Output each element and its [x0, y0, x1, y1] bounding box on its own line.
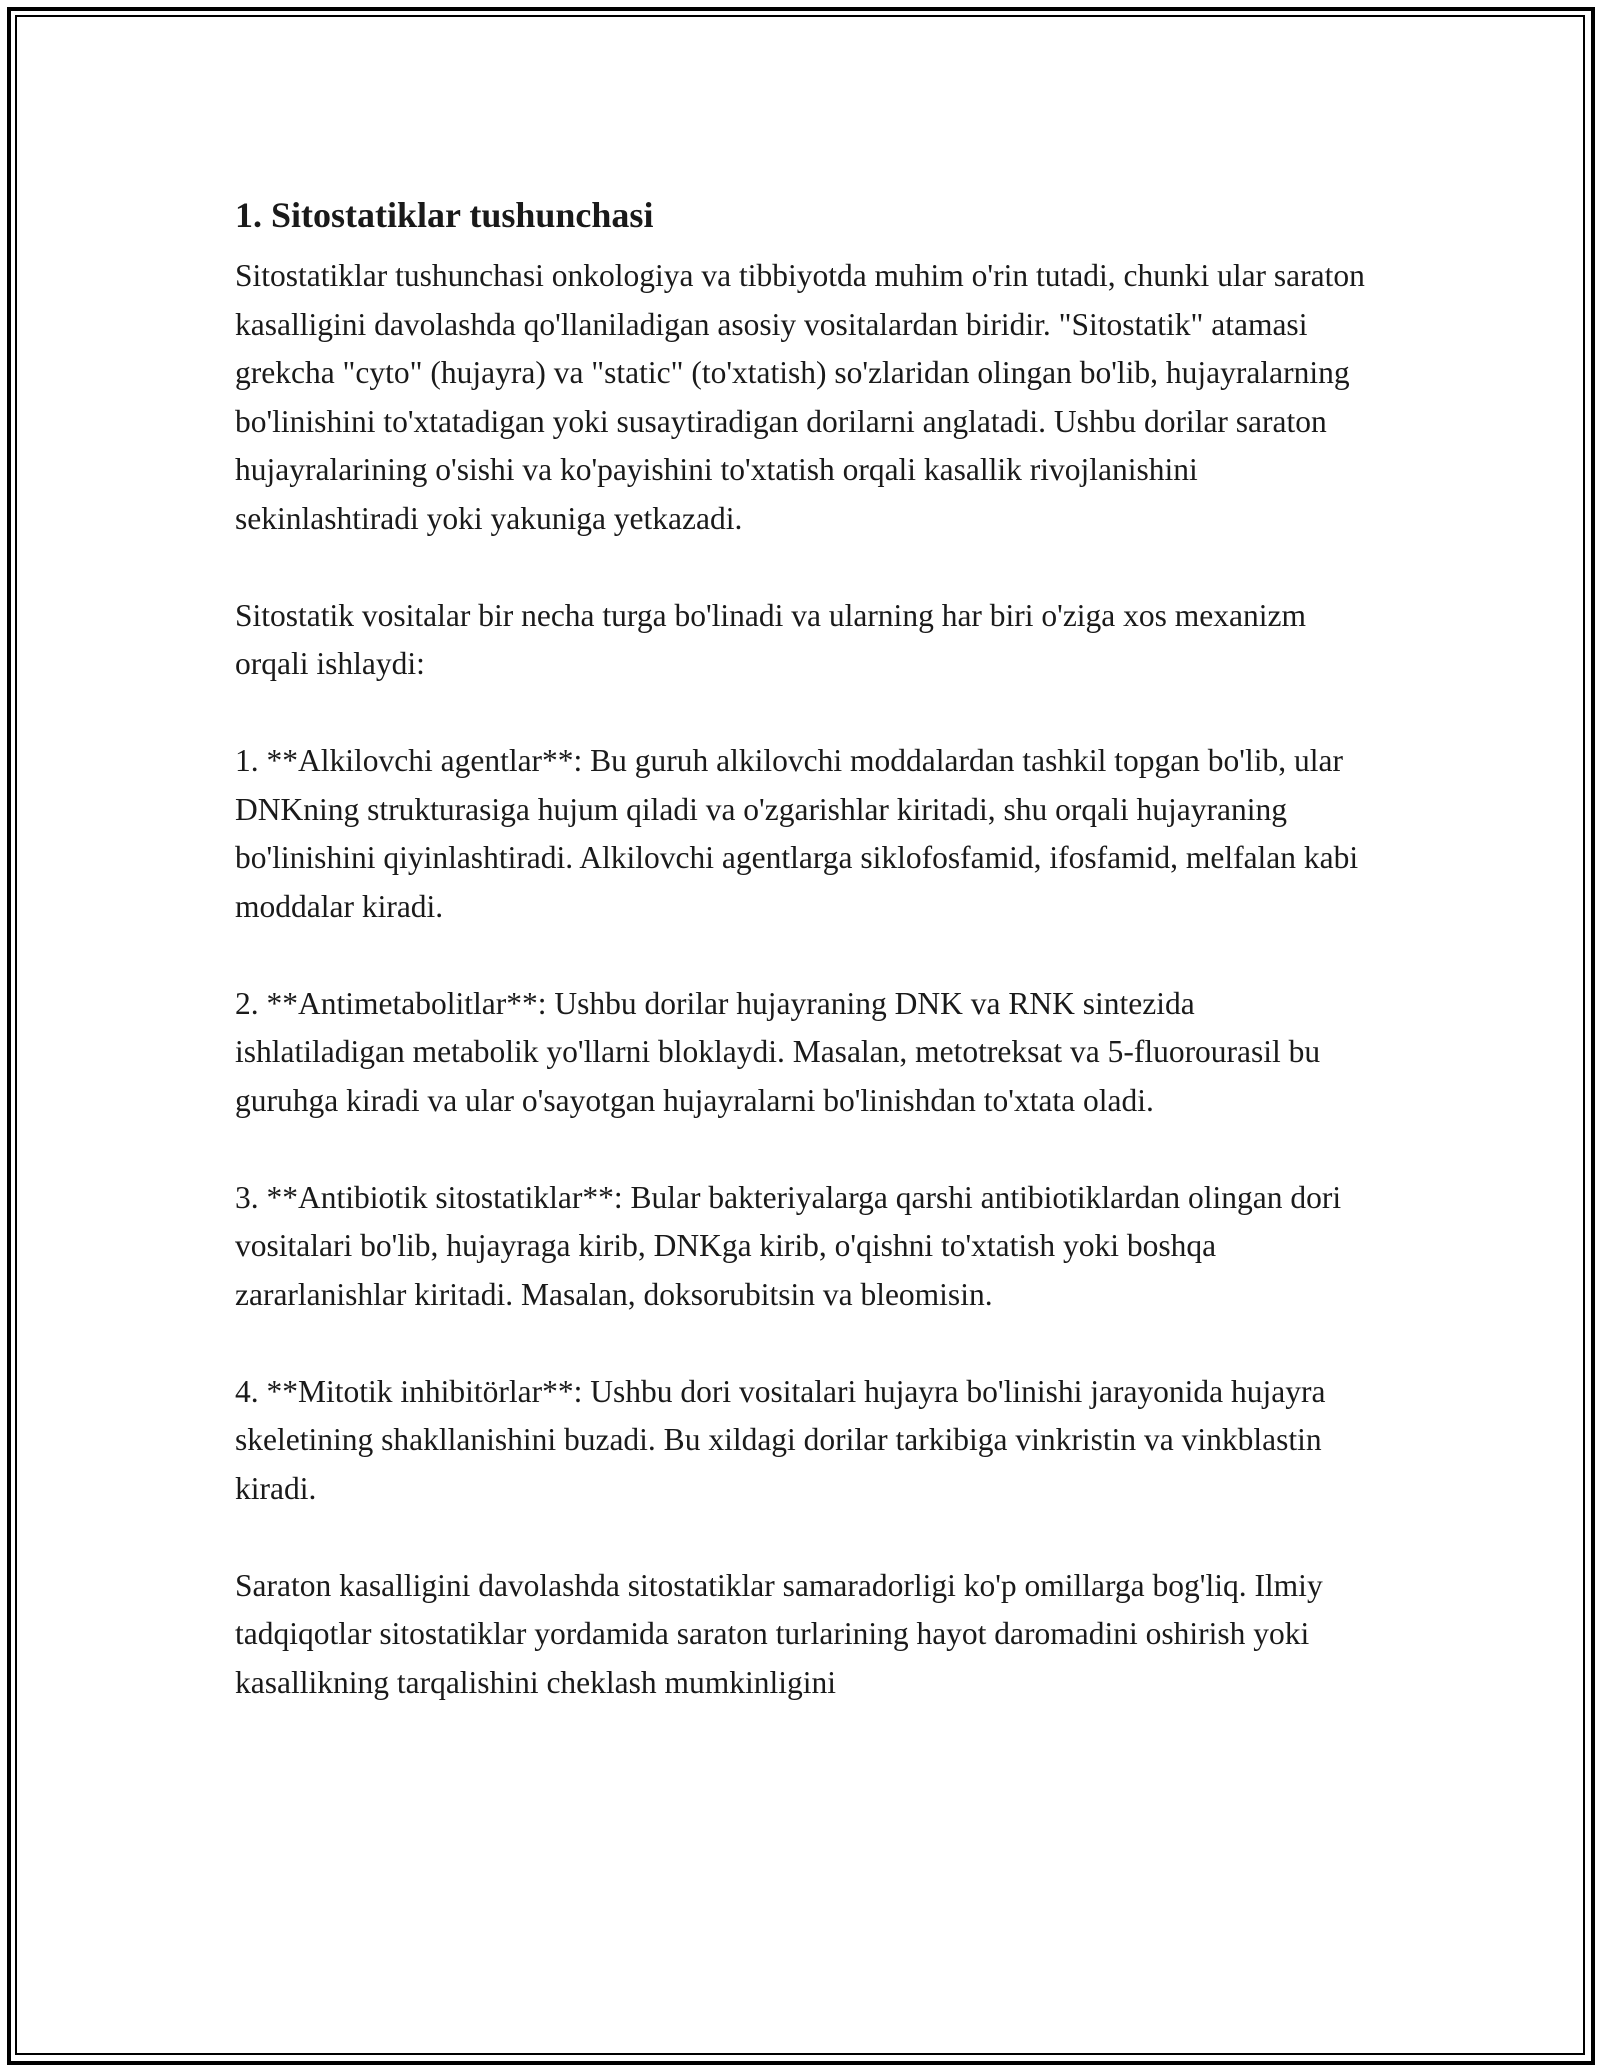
section-heading: 1. Sitostatiklar tushunchasi — [235, 195, 654, 235]
paragraph-types-intro: Sitostatik vositalar bir necha turga bo'linadi va ularning har biri o'ziga xos mexanizm orqali ishlaydi: — [235, 597, 1306, 681]
paragraph-antimetabolites: 2. **Antimetabolitlar**: Ushbu dorilar hujayraning DNK va RNK sintezida ishlatiladigan metabolik yo'llarni bloklaydi. Masalan, metotreksat va 5-fluorourasil bu guruhga kiradi va ular o'sayotgan hujayralarni bo'linishdan to'xtata oladi. — [235, 985, 1321, 1118]
paragraph-alkylating-agents: 1. **Alkilovchi agentlar**: Bu guruh alkilovchi moddalardan tashkil topgan bo'lib, ular DNKning strukturasiga hujum qiladi va o'zgarishlar kiritadi, shu orqali hujayraning bo'linishini qiyinlashtiradi. Alkilovchi agentlarga siklofosfamid, ifosfamid, melfalan kabi moddalar kiradi. — [235, 743, 1359, 924]
paragraph-effectiveness: Saraton kasalligini davolashda sitostatiklar samaradorligi ko'p omillarga bog'liq. Ilmiy tadqiqotlar sitostatiklar yordamida saraton turlarining hayot daromadini oshirish yoki kasallikning tarqalishini cheklash mumkinligini — [235, 1567, 1323, 1700]
paragraph-antibiotic-cytostatics: 3. **Antibiotik sitostatiklar**: Bular bakteriyalarga qarshi antibiotiklardan olingan dori vositalari bo'lib, hujayraga kirib, DNKga kirib, o'qishni to'xtatish yoki boshqa zararlanishlar kiritadi. Masalan, doksorubitsin va bleomisin. — [235, 1179, 1342, 1312]
document-body — [235, 186, 1365, 1756]
paragraph-mitotic-inhibitors: 4. **Mitotik inhibitörlar**: Ushbu dori vositalari hujayra bo'linishi jarayonida hujayra skeletining shakllanishini buzadi. Bu xildagi dorilar tarkibiga vinkristin va vinkblastin kiradi. — [235, 1373, 1326, 1506]
paragraph-intro: Sitostatiklar tushunchasi onkologiya va tibbiyotda muhim o'rin tutadi, chunki ular saraton kasalligini davolashda qo'llaniladigan asosiy vositalardan biridir. "Sitostatik" atamasi grekcha "cyto" (hujayra) va "static" (to'xtatish) so'zlaridan olingan bo'lib, hujayralarning bo'linishini to'xtatadigan yoki susaytiradigan dorilarni anglatadi. Ushbu dorilar saraton hujayralarining o'sishi va ko'payishini to'xtatish orqali kasallik rivojlanishini sekinlashtiradi yoki yakuniga yetkazadi. — [235, 258, 1365, 536]
